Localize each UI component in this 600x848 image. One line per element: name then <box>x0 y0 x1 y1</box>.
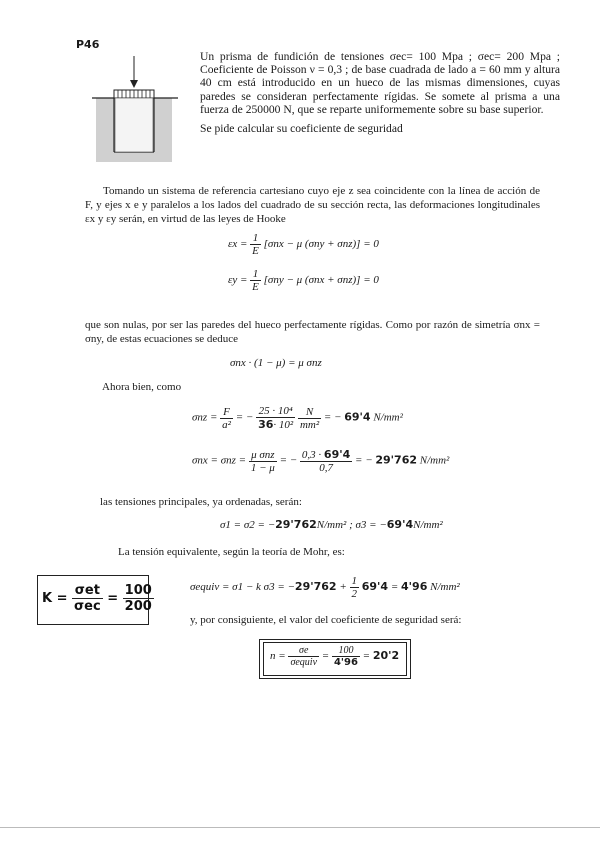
handwritten-sigma1: 29'762 <box>275 518 317 531</box>
problem-label: P46 <box>76 38 100 51</box>
paragraph-safety: y, por consiguiente, el valor del coeficiente de seguridad será: <box>190 614 462 626</box>
handwritten-sigma3: 69'4 <box>386 518 414 531</box>
paragraph-mohr: La tensión equivalente, según la teoría de Mohr, es: <box>118 546 345 558</box>
page-bottom-rule <box>0 827 600 828</box>
paragraph-principal: las tensiones principales, ya ordenadas, serán: <box>100 496 302 508</box>
equation-sigma-nx: σnx = σnz = $\frac{\text{μ σnz}}{1 - \mu}$ = − $\frac{0,3 \cdot 69'4}{0,7}$ = − 29'762 N/mm² <box>192 448 450 474</box>
force-arrow <box>130 56 138 88</box>
statement-text: Un prisma de fundición de tensiones σec= 100 Mpa ; σec= 200 Mpa ; Coeficiente de Poisson ν = 0,3 ; de base cuadrada de lado a = 60 mm y altura 40 cm está introducido en un hueco de las mismas dimensiones, cuyas paredes se consideran perfectamente rígidas. Se somete al prisma a una fuerza de 250000 N, que se reparte uniformemente sobre su base superior. <box>200 50 560 116</box>
equation-mohr-equivalent: σequiv = σ1 − k σ3 = −29'762 + $\frac{1}{2}$ 69'4 = 4'96 N/mm² <box>190 575 460 600</box>
handwritten-k-formula: K = $\frac{\text{σet}}{\text{σec}}$ = $\frac{100}{200}$ <box>42 583 152 614</box>
handwritten-snx-value: 29'762 <box>375 453 418 467</box>
prism-diagram <box>90 52 190 164</box>
statement-question: Se pide calcular su coeficiente de seguridad <box>200 122 403 136</box>
paragraph-hooke: Tomando un sistema de referencia cartesiano cuyo eje z sea coincidente con la línea de acción de F, y ejes x e y paralelos a los lados del cuadrado de su sección recta, las deformaciones longitudinales εx y εy serán, en virtud de las leyes de Hooke <box>85 185 540 225</box>
paragraph-symmetry: que son nulas, por ser las paredes del hueco perfectamente rígidas. Como por razón de simetría σnx = σny, de estas ecuaciones se deduce <box>85 319 540 345</box>
load-plate <box>114 90 154 98</box>
handwritten-n-den: 4'96 <box>333 657 358 668</box>
problem-statement <box>200 50 560 135</box>
handwritten-mohr-c: 4'96 <box>401 580 428 594</box>
prism-body <box>115 98 153 152</box>
equation-symmetry: σnx · (1 − μ) = μ σnz <box>230 357 322 369</box>
equation-sigma-nz: σnz = $\frac{F}{\text{a²}}$ = − $\frac{\text{25 · 10⁴}}{\text{36· 10²}}$ $\frac{N}{\text{mm²}}$ = − 69'4 N/mm² <box>192 405 403 431</box>
paragraph-now: Ahora bien, como <box>102 381 182 393</box>
handwritten-36: 36 <box>258 418 274 431</box>
equation-principal-stresses: σ1 = σ2 = −29'762N/mm² ; σ3 = −69'4N/mm² <box>220 518 443 531</box>
equation-epsilon-x: εx = $\frac{1}{E}$ [σnx − μ (σny + σnz)] = 0 <box>228 232 379 257</box>
equation-epsilon-y: εy = $\frac{1}{E}$ [σny − μ (σnx + σnz)] = 0 <box>228 268 379 293</box>
handwritten-n-value: 20'2 <box>372 649 400 663</box>
handwritten-snz-value: 69'4 <box>344 410 371 424</box>
handwritten-mohr-a: 29'762 <box>294 580 337 594</box>
handwritten-mohr-b: 69'4 <box>361 580 389 594</box>
handwritten-snx-num: 69'4 <box>323 448 351 461</box>
equation-safety-factor: n = $\frac{\sigma e}{\text{σequiv}}$ = $\frac{100}{4'96}$ = 20'2 <box>270 645 400 668</box>
